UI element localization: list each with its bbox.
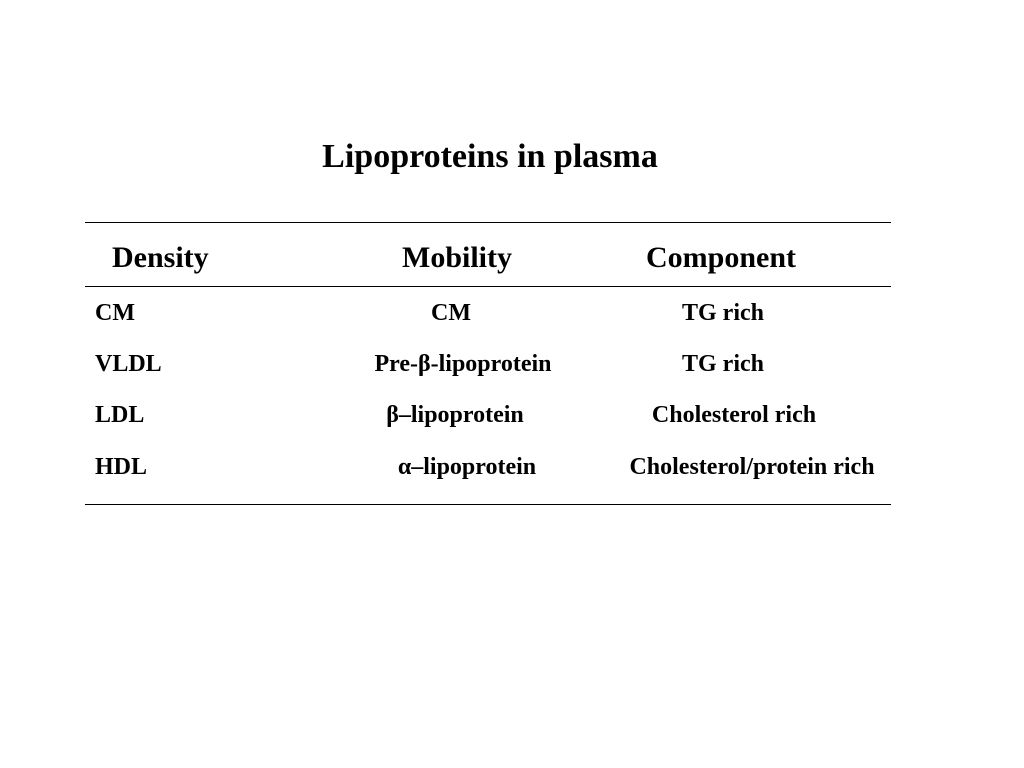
table-row [0, 400, 1024, 430]
table-header-rule [85, 286, 891, 287]
cell-density: HDL [95, 454, 148, 480]
cell-mobility: β–lipoprotein [386, 402, 524, 428]
cell-mobility: α–lipoprotein [397, 454, 537, 480]
cell-density: LDL [95, 402, 145, 428]
cell-component: Cholesterol/protein rich [629, 454, 875, 480]
cell-density: CM [95, 300, 135, 326]
table-row [0, 452, 1024, 482]
table-row [0, 349, 1024, 379]
table-bottom-rule [85, 504, 891, 505]
table-row [0, 298, 1024, 328]
header-density: Density [112, 241, 209, 274]
cell-density: VLDL [95, 351, 162, 377]
cell-component: TG rich [682, 351, 764, 377]
cell-component: TG rich [682, 300, 764, 326]
slide-title: Lipoproteins in plasma [322, 138, 658, 175]
header-mobility: Mobility [402, 241, 512, 274]
table-top-rule [85, 222, 891, 223]
cell-component: Cholesterol rich [651, 402, 817, 428]
header-component: Component [646, 241, 797, 274]
cell-mobility: Pre-β-lipoprotein [374, 351, 552, 377]
cell-mobility: CM [431, 300, 471, 326]
